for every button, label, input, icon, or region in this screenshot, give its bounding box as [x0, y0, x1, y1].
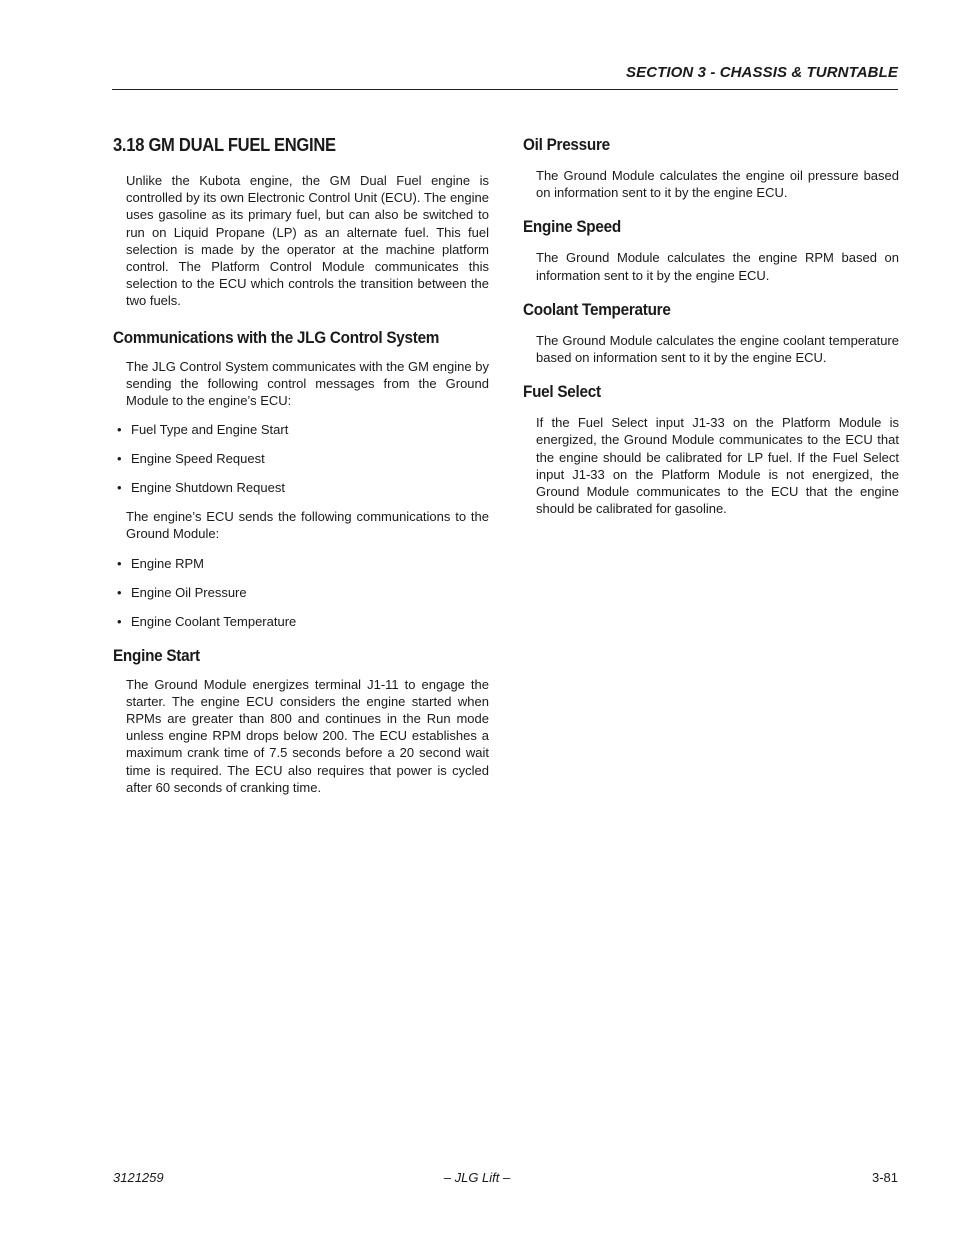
section-heading: 3.18 GM DUAL FUEL ENGINE: [113, 135, 336, 155]
list-item: • Engine Speed Request: [117, 451, 265, 467]
list-item: • Engine Shutdown Request: [117, 480, 285, 496]
page-header-title: SECTION 3 - CHASSIS & TURNTABLE: [625, 64, 898, 81]
coolant-temperature-heading: Coolant Temperature: [523, 299, 671, 319]
list-item: • Engine Oil Pressure: [117, 584, 247, 600]
engine-speed-heading: Engine Speed: [523, 217, 621, 237]
fuel-select-paragraph: If the Fuel Select input J1-33 on the Platform Module is energized, the Ground Module communicates to the ECU that the engine should be calibrated for LP fuel. If the Fuel Select input J1-33 on the Platform Module is not energized, the Ground Module communicates to the ECU that the engine should be calibrated for gasoline.: [536, 415, 899, 517]
engine-start-paragraph: The Ground Module energizes terminal J1-11 to engage the starter. The engine ECU considers the engine started when RPMs are greater than 800 and continues in the Run mode unless engine RPM drops below 200. The ECU establishes a maximum crank time of 7.5 seconds before a 20 second wait time is required. The ECU also requires that power is cycled after 60 seconds of cranking time.: [126, 676, 489, 795]
engine-start-heading: Engine Start: [113, 645, 200, 665]
comms-intro-paragraph: The JLG Control System communicates with the GM engine by sending the following control messages from the Ground Module to the engine’s ECU:: [126, 358, 489, 409]
ecu-messages-list: [113, 555, 489, 630]
footer-page-number: 3-81: [871, 1170, 898, 1185]
footer-center-text: – JLG Lift –: [443, 1170, 511, 1185]
list-item: • Engine RPM: [117, 555, 204, 571]
control-messages-list: [113, 421, 489, 496]
footer-doc-number: 3121259: [113, 1170, 164, 1185]
oil-pressure-heading: Oil Pressure: [523, 135, 610, 154]
comms-heading: Communications with the JLG Control System: [113, 327, 440, 347]
left-column: [113, 135, 489, 814]
list-item: • Engine Coolant Temperature: [117, 613, 297, 629]
right-column: [523, 135, 899, 533]
engine-speed-paragraph: The Ground Module calculates the engine RPM based on information sent to it by the engine ECU.: [536, 250, 899, 283]
ecu-intro-paragraph: The engine’s ECU sends the following communications to the Ground Module:: [126, 509, 489, 542]
header-rule: [112, 89, 898, 90]
coolant-temperature-paragraph: The Ground Module calculates the engine coolant temperature based on information sent to it by the engine ECU.: [536, 332, 899, 366]
fuel-select-heading: Fuel Select: [523, 382, 601, 402]
intro-paragraph: Unlike the Kubota engine, the GM Dual Fuel engine is controlled by its own Electronic Control Unit (ECU). The engine uses gasoline as its primary fuel, but can also be switched to run on Liquid Propane (LP) as an alternate fuel. This fuel selection is made by the operator at the machine platform control. The Platform Control Module communicates this selection to the ECU which controls the transition between the two fuels.: [126, 173, 489, 309]
list-item: • Fuel Type and Engine Start: [117, 422, 289, 438]
oil-pressure-paragraph: The Ground Module calculates the engine oil pressure based on information sent to it by the engine ECU.: [536, 168, 899, 201]
